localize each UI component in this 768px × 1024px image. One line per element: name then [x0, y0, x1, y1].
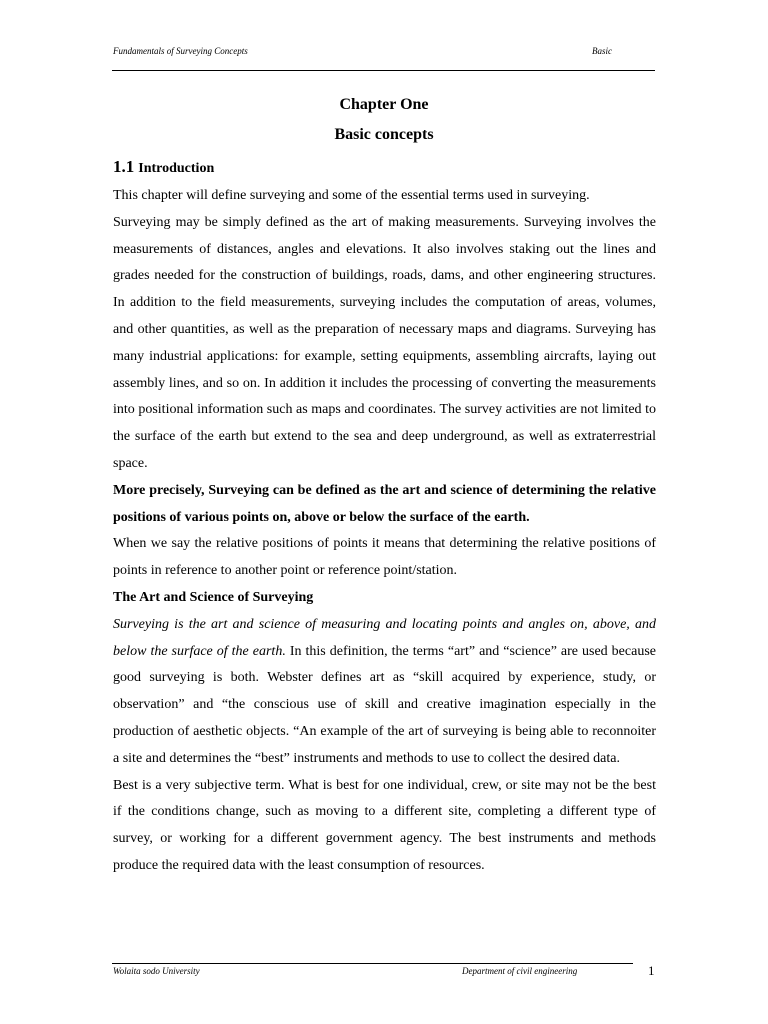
footer-department: Department of civil engineering	[462, 966, 578, 976]
header-rule	[112, 70, 655, 71]
section-number: 1.1	[113, 157, 135, 176]
section-heading	[113, 156, 214, 180]
paragraph-definition: Surveying may be simply defined as the art of making measurements. Surveying involves the measurements of distances, angles and elevations. It also involves staking out the lines and grades needed for the construction of buildings, roads, dams, and other engineering structures. In addition to the field measurements, surveying includes the computation of areas, volumes, and other quantities, as well as the preparation of necessary maps and diagrams. Surveying has many industrial applications: for example, setting equipments, assembling aircrafts, laying out assembly lines, and so on. In addition it includes the processing of converting the measurements into positional information such as maps and coordinates. The survey activities are not limited to the surface of the earth but extend to the sea and deep underground, as well as extraterrestrial space.	[113, 214, 656, 471]
running-header-left: Fundamentals of Surveying Concepts	[113, 46, 248, 56]
definition-rest: In this definition, the terms “art” and “science” are used because good surveying is both. Webster defines art as “skill acquired by experience, study, or observation” and “the conscious use of skill and creative imagination especially in the production of aesthetic objects. “An example of the art of surveying is being able to reconnoiter a site and determines the “best” instruments and methods to use to collect the desired data.	[113, 643, 656, 766]
definition-italic: Surveying is the art and science of measuring and locating points and angles on, above, and below the surface of the earth.	[113, 616, 656, 659]
chapter-title: Chapter One	[339, 96, 429, 113]
footer-rule	[112, 963, 633, 964]
paragraph-relative-positions: When we say the relative positions of points it means that determining the relative positions of points in reference to another point or reference point/station.	[113, 536, 656, 579]
running-header-right: Basic	[592, 46, 612, 56]
paragraph-best: Best is a very subjective term. What is best for one individual, crew, or site may not be the best if the conditions change, such as moving to a different site, completing a different type of survey, or working for a different government agency. The best instruments and methods produce the required data with the least consumption of resources.	[113, 777, 656, 873]
body-text	[113, 183, 656, 880]
footer-university: Wolaita sodo University	[113, 966, 200, 976]
chapter-subtitle: Basic concepts	[334, 126, 434, 143]
subheading-art-science: The Art and Science of Surveying	[113, 589, 314, 605]
section-name: Introduction	[138, 161, 215, 176]
paragraph-art-science	[113, 612, 656, 773]
page-number: 1	[648, 963, 655, 978]
paragraph-intro: This chapter will define surveying and some of the essential terms used in surveying.	[113, 188, 590, 203]
paragraph-precise-definition: More precisely, Surveying can be defined as the art and science of determining the relative positions of various points on, above or below the surface of the earth.	[113, 482, 656, 525]
